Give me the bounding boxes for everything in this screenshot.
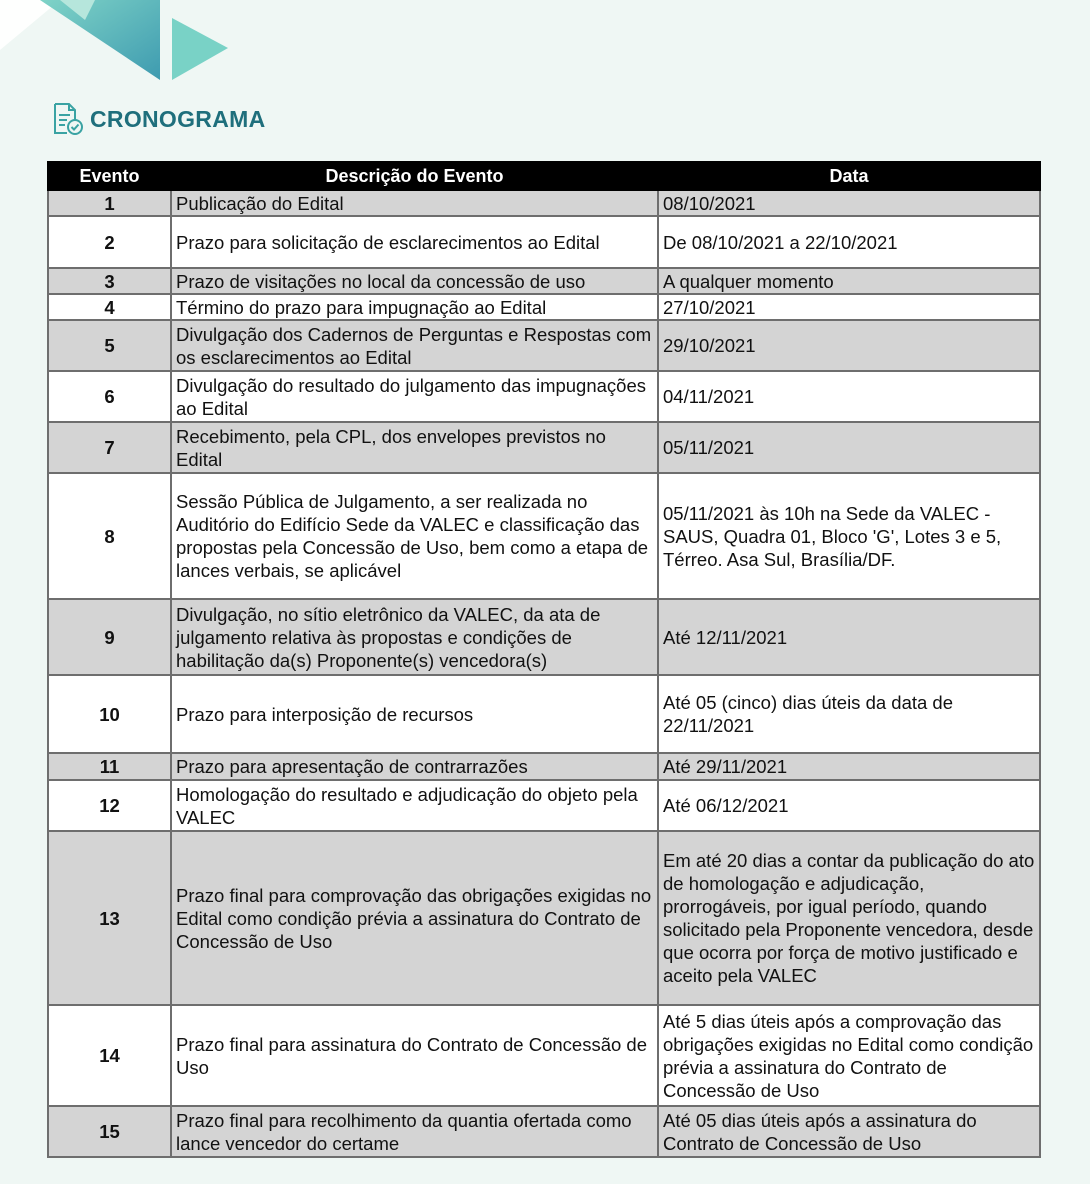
descricao-cell: Prazo para solicitação de esclarecimentos ao Edital [171,216,658,268]
table-row [48,473,1040,599]
evento-cell: 8 [48,473,171,599]
data-cell: Até 05 (cinco) dias úteis da data de 22/11/2021 [658,675,1040,753]
evento-cell: 1 [48,190,171,216]
table-row [48,190,1040,216]
descricao-cell: Publicação do Edital [171,190,658,216]
data-cell: Até 06/12/2021 [658,780,1040,831]
descricao-cell: Prazo final para recolhimento da quantia ofertada como lance vencedor do certame [171,1106,658,1157]
descricao-cell: Homologação do resultado e adjudicação do objeto pela VALEC [171,780,658,831]
data-cell: 05/11/2021 [658,422,1040,473]
descricao-cell: Prazo final para comprovação das obrigações exigidas no Edital como condição prévia a assinatura do Contrato de Concessão de Uso [171,831,658,1005]
table-row [48,268,1040,294]
data-cell: Até 29/11/2021 [658,753,1040,780]
decorative-triangles [0,0,260,90]
table-row [48,599,1040,675]
descricao-cell: Prazo de visitações no local da concessão de uso [171,268,658,294]
evento-cell: 3 [48,268,171,294]
table-header-row [48,162,1040,190]
evento-cell: 4 [48,294,171,320]
descricao-cell: Prazo para apresentação de contrarrazões [171,753,658,780]
evento-cell: 5 [48,320,171,371]
data-cell: Até 5 dias úteis após a comprovação das obrigações exigidas no Edital como condição prévia a assinatura do Contrato de Concessão de Uso [658,1005,1040,1106]
schedule-table [47,161,1041,1158]
descricao-cell: Divulgação do resultado do julgamento das impugnações ao Edital [171,371,658,422]
data-cell: De 08/10/2021 a 22/10/2021 [658,216,1040,268]
table-row [48,371,1040,422]
evento-cell: 6 [48,371,171,422]
document-check-icon [52,102,84,136]
descricao-cell: Prazo final para assinatura do Contrato de Concessão de Uso [171,1005,658,1106]
evento-cell: 15 [48,1106,171,1157]
descricao-cell: Divulgação, no sítio eletrônico da VALEC, da ata de julgamento relativa às propostas e condições de habilitação da(s) Proponente(s) vencedora(s) [171,599,658,675]
data-cell: Em até 20 dias a contar da publicação do ato de homologação e adjudicação, prorrogáveis, por igual período, quando solicitado pela Proponente vencedora, desde que ocorra por força de motivo justificado e aceito pela VALEC [658,831,1040,1005]
data-cell: 27/10/2021 [658,294,1040,320]
evento-cell: 9 [48,599,171,675]
table-row [48,216,1040,268]
table-row [48,320,1040,371]
evento-cell: 13 [48,831,171,1005]
table-row [48,294,1040,320]
data-cell: 29/10/2021 [658,320,1040,371]
descricao-cell: Recebimento, pela CPL, dos envelopes previstos no Edital [171,422,658,473]
table-row [48,1005,1040,1106]
table-row [48,831,1040,1005]
section-header [52,102,266,136]
data-cell: Até 12/11/2021 [658,599,1040,675]
table-row [48,780,1040,831]
column-header-descricao: Descrição do Evento [171,162,658,190]
evento-cell: 10 [48,675,171,753]
evento-cell: 11 [48,753,171,780]
evento-cell: 2 [48,216,171,268]
data-cell: Até 05 dias úteis após a assinatura do Contrato de Concessão de Uso [658,1106,1040,1157]
column-header-data: Data [658,162,1040,190]
evento-cell: 14 [48,1005,171,1106]
data-cell: 08/10/2021 [658,190,1040,216]
descricao-cell: Término do prazo para impugnação ao Edital [171,294,658,320]
descricao-cell: Divulgação dos Cadernos de Perguntas e Respostas com os esclarecimentos ao Edital [171,320,658,371]
page-title: CRONOGRAMA [90,105,266,132]
table-row [48,675,1040,753]
data-cell: A qualquer momento [658,268,1040,294]
descricao-cell: Sessão Pública de Julgamento, a ser realizada no Auditório do Edifício Sede da VALEC e classificação das propostas pela Concessão de Uso, bem como a etapa de lances verbais, se aplicável [171,473,658,599]
data-cell: 04/11/2021 [658,371,1040,422]
data-cell: 05/11/2021 às 10h na Sede da VALEC - SAUS, Quadra 01, Bloco 'G', Lotes 3 e 5, Térreo. Asa Sul, Brasília/DF. [658,473,1040,599]
descricao-cell: Prazo para interposição de recursos [171,675,658,753]
evento-cell: 7 [48,422,171,473]
evento-cell: 12 [48,780,171,831]
table-row [48,1106,1040,1157]
table-row [48,422,1040,473]
column-header-evento: Evento [48,162,171,190]
table-row [48,753,1040,780]
